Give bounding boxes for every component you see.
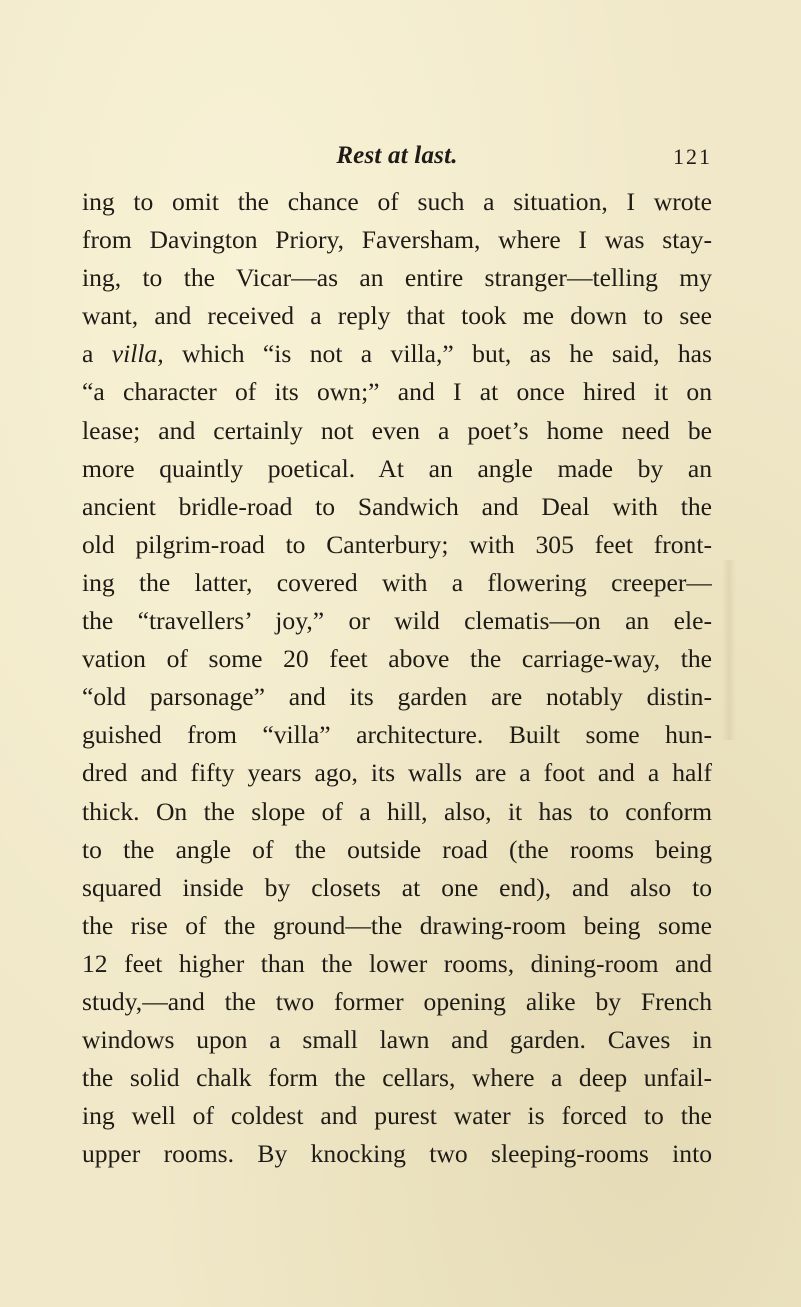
text-line-26: upper rooms. By knocking two sleeping-rooms into — [82, 1139, 712, 1169]
page-number: 121 — [673, 144, 712, 169]
text-line-13: vation of some 20 feet above the carriage-way, the — [82, 644, 712, 674]
text-line-5-rest: which “is not a villa,” but, as he said, has — [182, 339, 712, 369]
text-line-5-prefix: a — [82, 339, 112, 369]
text-line-24: the solid chalk form the cellars, where a deep unfail- — [82, 1063, 712, 1093]
text-line-10: old pilgrim-road to Canterbury; with 305 feet front- — [82, 529, 712, 559]
text-line-11: ing the latter, covered with a flowering creeper— — [82, 567, 712, 597]
running-head — [82, 142, 712, 176]
paper-crease — [722, 560, 736, 740]
text-line-17: thick. On the slope of a hill, also, it has to conform — [82, 796, 712, 826]
text-line-12: the “travellers’ joy,” or wild clematis—on an ele- — [82, 606, 712, 636]
text-line-9: ancient bridle-road to Sandwich and Deal with the — [82, 491, 712, 521]
text-line-6: “a character of its own;” and I at once hired it on — [82, 377, 712, 407]
body-text — [82, 183, 712, 1173]
italic-word-villa: villa, — [111, 339, 164, 369]
text-line-18: to the angle of the outside road (the rooms being — [82, 834, 712, 864]
text-line-7: lease; and certainly not even a poet’s home need be — [82, 415, 712, 445]
text-line-3: ing, to the Vicar—as an entire stranger—telling my — [82, 263, 712, 293]
text-line-21: 12 feet higher than the lower rooms, dining-room and — [82, 948, 712, 978]
text-line-16: dred and fifty years ago, its walls are a foot and a half — [82, 758, 712, 788]
text-line-14: “old parsonage” and its garden are notably distin- — [82, 682, 712, 712]
text-line-2: from Davington Priory, Faversham, where I was stay- — [82, 225, 712, 255]
text-line-20: the rise of the ground—the drawing-room being some — [82, 910, 712, 940]
text-line-4: want, and received a reply that took me down to see — [82, 301, 712, 331]
text-line-19: squared inside by closets at one end), and also to — [82, 872, 712, 902]
text-line-5 — [82, 335, 712, 373]
text-line-1: ing to omit the chance of such a situation, I wrote — [82, 187, 712, 216]
text-line-22: study,—and the two former opening alike by French — [82, 986, 712, 1016]
text-line-8: more quaintly poetical. At an angle made by an — [82, 453, 712, 483]
text-line-25: ing well of coldest and purest water is forced to the — [82, 1101, 712, 1131]
text-line-15: guished from “villa” architecture. Built some hun- — [82, 720, 712, 750]
running-title: Rest at last. — [336, 142, 458, 169]
text-line-23: windows upon a small lawn and garden. Caves in — [82, 1025, 712, 1055]
